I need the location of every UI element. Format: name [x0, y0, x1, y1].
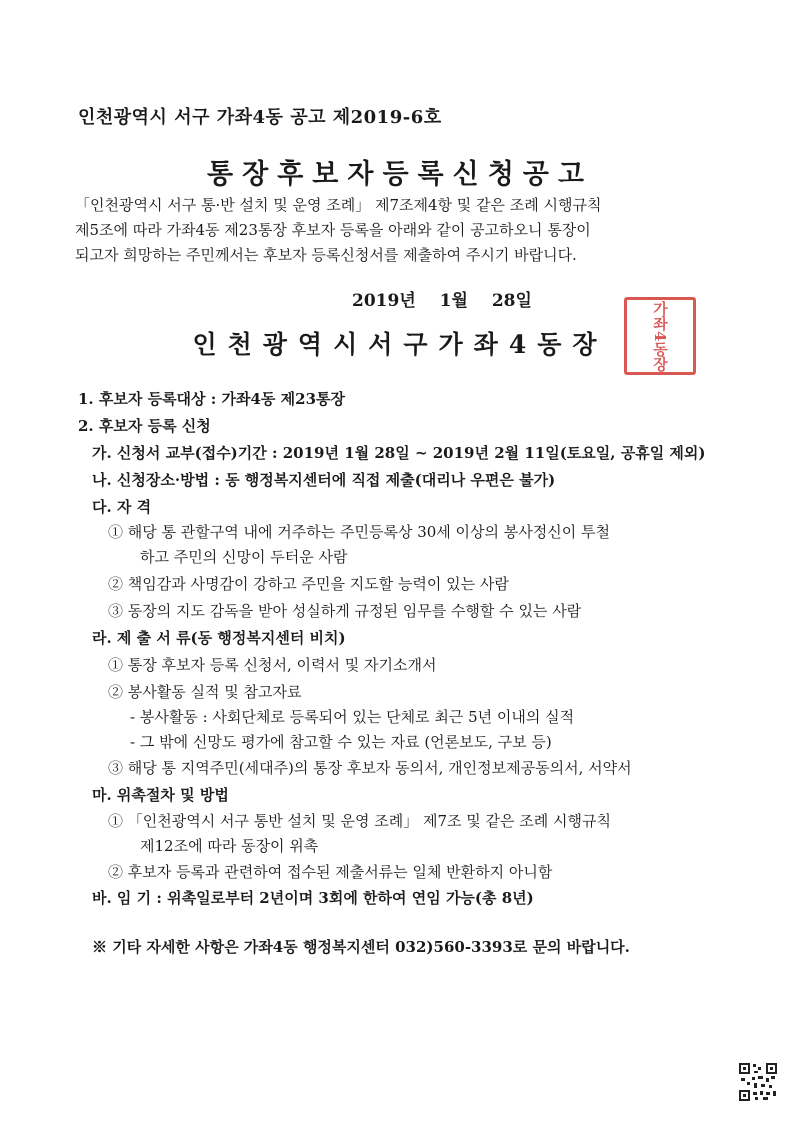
- item-ra-2: ② 봉사활동 실적 및 참고자료: [108, 683, 302, 701]
- item-da-2: ② 책임감과 사명감이 강하고 주민을 지도할 능력이 있는 사람: [108, 575, 509, 593]
- intro-line: 되고자 희망하는 주민께서는 후보자 등록신청서를 제출하여 주시기 바랍니다.: [75, 246, 577, 264]
- official-seal: [624, 297, 696, 375]
- qr-code-icon: [738, 1062, 778, 1102]
- item-ga: 가. 신청서 교부(접수)기간 : 2019년 1월 28일 ~ 2019년 2월 11일(토요일, 공휴일 제외): [92, 444, 706, 462]
- item-na: 나. 신청장소·방법 : 동 행정복지센터에 직접 제출(대리나 우편은 불가): [92, 471, 556, 489]
- notice-date: 2019년 1월 28일: [352, 291, 532, 311]
- item-ba: 바. 임 기 : 위촉일로부터 2년이며 3회에 한하여 연임 가능(총 8년): [92, 889, 534, 907]
- item-ma-2: ② 후보자 등록과 관련하여 접수된 제출서류는 일체 반환하지 아니함: [108, 863, 553, 881]
- item-ma-1-cont: 제12조에 따라 동장이 위촉: [140, 837, 319, 855]
- intro-line: 제5조에 따라 가좌4동 제23통장 후보자 등록을 아래와 같이 공고하오니 통장이: [75, 221, 591, 239]
- notice-number: 인천광역시 서구 가좌4동 공고 제2019-6호: [78, 107, 442, 128]
- seal-text: 가좌4동장: [651, 300, 669, 372]
- item-ra: 라. 제 출 서 류(동 행정복지센터 비치): [92, 629, 346, 647]
- item-da-1: ① 해당 통 관할구역 내에 거주하는 주민등록상 30세 이상의 봉사정신이 투철: [108, 523, 610, 541]
- item-ma: 마. 위촉절차 및 방법: [92, 786, 229, 804]
- contact-note: ※ 기타 자세한 사항은 가좌4동 행정복지센터 032)560-3393로 문의 바랍니다.: [92, 938, 630, 956]
- item-ra-1: ① 통장 후보자 등록 신청서, 이력서 및 자기소개서: [108, 656, 437, 674]
- item-ra-3: ③ 해당 통 지역주민(세대주)의 통장 후보자 동의서, 개인정보제공동의서, 서약서: [108, 759, 632, 777]
- document-title: 통장후보자등록신청공고: [207, 159, 593, 190]
- intro-paragraph: [75, 193, 755, 268]
- section-2: 2. 후보자 등록 신청: [78, 417, 211, 435]
- item-ra-2-b: - 그 밖에 신망도 평가에 참고할 수 있는 자료 (언론보도, 구보 등): [130, 733, 552, 751]
- intro-line: 「인천광역시 서구 통·반 설치 및 운영 조례」 제7조제4항 및 같은 조례 시행규칙: [75, 196, 602, 214]
- issuer-name: 인천광역시서구가좌4동장: [192, 330, 608, 359]
- item-da-1-cont: 하고 주민의 신망이 두터운 사람: [140, 548, 348, 566]
- item-ra-2-a: - 봉사활동 : 사회단체로 등록되어 있는 단체로 최근 5년 이내의 실적: [130, 708, 575, 726]
- item-da: 다. 자 격: [92, 498, 152, 516]
- item-ma-1: ① 「인천광역시 서구 통반 설치 및 운영 조례」 제7조 및 같은 조례 시행규칙: [108, 812, 611, 830]
- section-1: 1. 후보자 등록대상 : 가좌4동 제23통장: [78, 390, 345, 408]
- item-da-3: ③ 동장의 지도 감독을 받아 성실하게 규정된 임무를 수행할 수 있는 사람: [108, 602, 582, 620]
